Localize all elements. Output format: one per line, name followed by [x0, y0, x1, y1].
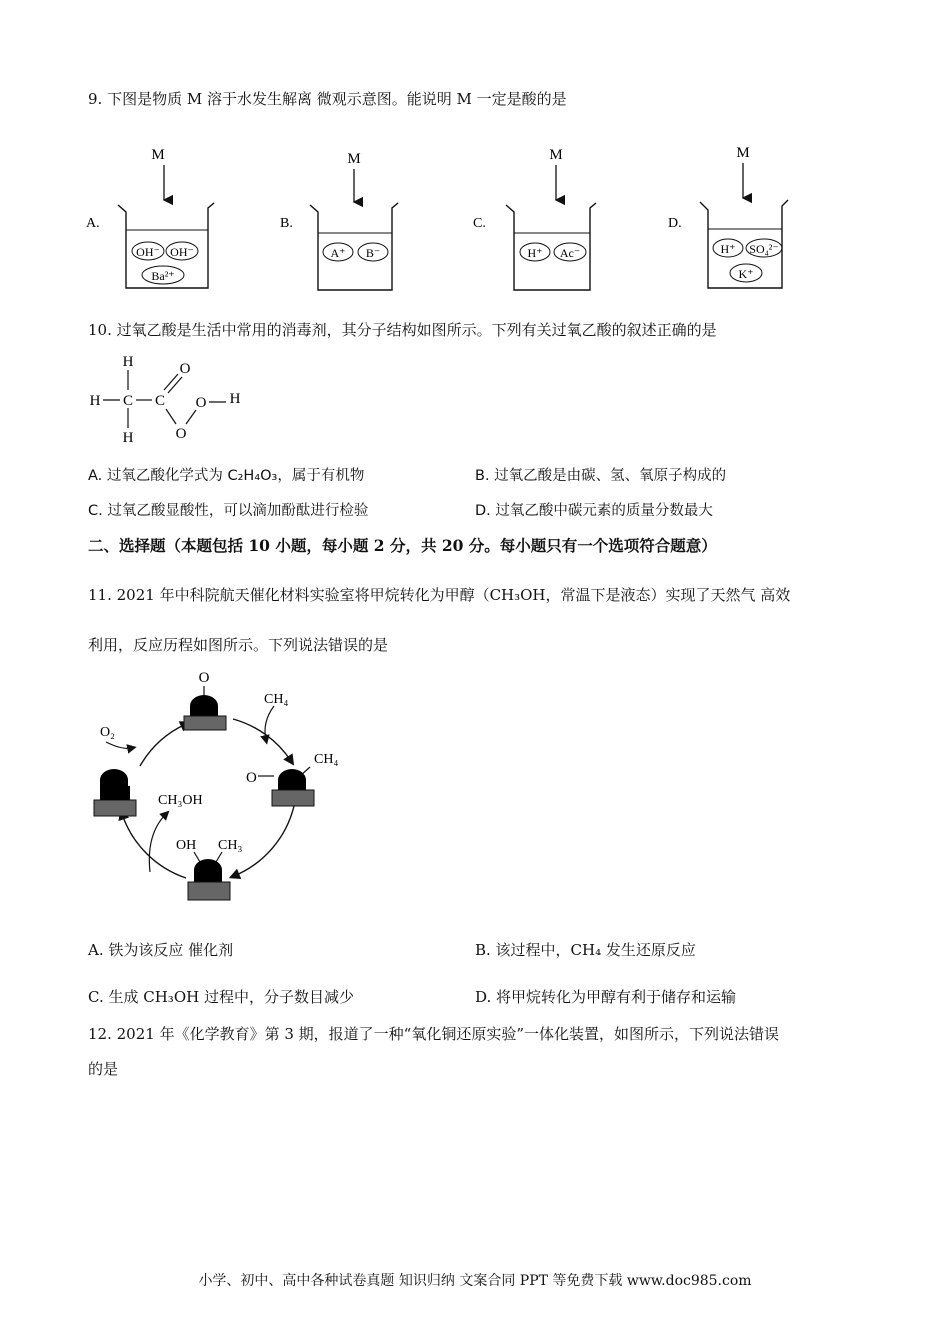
substance-m-label: M: [549, 147, 563, 163]
q11-option-c[interactable]: C. 生成 CH₃OH 过程中，分子数目减少: [88, 988, 354, 1006]
atom-o-carbonyl: O: [179, 361, 191, 377]
q9-stem: 9. 下图是物质 M 溶于水发生解离 微观示意图。能说明 M 一定是酸的是: [88, 90, 567, 108]
label-ch4-right: CH₄: [314, 752, 339, 767]
q10-stem: 10. 过氧乙酸是生活中常用的消毒剂，其分子结构如图所示。下列有关过氧乙酸的叙述正确的是: [88, 321, 717, 339]
atom-h-left: H: [89, 393, 101, 409]
label-ch4-in: CH₄: [264, 692, 289, 707]
substance-m-label: M: [151, 147, 165, 163]
q10-option-a[interactable]: A. 过氧乙酸化学式为 C₂H₄O₃，属于有机物: [88, 468, 365, 484]
option-d-beaker: [668, 145, 788, 288]
atom-c1: C: [122, 393, 134, 409]
option-a-beaker: [86, 147, 214, 288]
ion-b: B⁻: [365, 246, 381, 260]
ion-ba: Ba²⁺: [151, 269, 175, 283]
page-footer: 小学、初中、高中各种试卷真题 知识归纳 文案合同 PPT 等免费下载 www.doc985.com: [198, 1273, 752, 1289]
substance-m-label: M: [347, 151, 361, 167]
label-o-right: O: [246, 770, 257, 786]
label-ch3-bottom: CH₃: [218, 838, 243, 853]
ion-ac: Ac⁻: [559, 246, 581, 260]
q9-beaker-diagrams: [80, 140, 800, 300]
option-c-letter: C.: [473, 216, 486, 231]
atom-h-top: H: [122, 354, 134, 370]
ion-k: K⁺: [738, 267, 754, 281]
option-b-letter: B.: [280, 216, 293, 231]
label-ch3oh-out: CH₃OH: [158, 793, 203, 808]
ion-a: A⁺: [330, 246, 346, 260]
label-o-top: O: [198, 670, 210, 686]
atom-o-peroxy2: O: [195, 395, 207, 411]
q12-stem-line2: 的是: [88, 1060, 119, 1078]
q10-option-c[interactable]: C. 过氧乙酸显酸性，可以滴加酚酞进行检验: [88, 503, 369, 519]
q10-option-d[interactable]: D. 过氧乙酸中碳元素的质量分数最大: [475, 503, 713, 519]
substance-m-label: M: [736, 145, 750, 161]
q11-option-a[interactable]: A. 铁为该反应 催化剂: [88, 941, 234, 959]
label-oh-bottom: OH: [176, 838, 197, 853]
ion-oh-1: OH⁻: [136, 245, 160, 259]
reaction-cycle-diagram: [88, 664, 358, 909]
atom-h-right: H: [229, 391, 241, 407]
ion-so4: SO₄²⁻: [749, 242, 779, 256]
ion-h: H⁺: [720, 242, 736, 256]
q11-option-d[interactable]: D. 将甲烷转化为甲醇有利于储存和运输: [475, 988, 737, 1006]
atom-o-peroxy1: O: [175, 426, 187, 442]
q11-option-b[interactable]: B. 该过程中，CH₄ 发生还原反应: [475, 941, 696, 959]
q10-option-b[interactable]: B. 过氧乙酸是由碳、氢、氧原子构成的: [475, 468, 727, 484]
option-d-letter: D.: [668, 216, 682, 231]
atom-h-bottom: H: [122, 430, 134, 446]
ion-oh-2: OH⁻: [170, 245, 194, 259]
option-c-beaker: [473, 147, 596, 290]
label-o2-in: O₂: [100, 725, 115, 740]
option-a-letter: A.: [86, 216, 100, 231]
atom-c2: C: [154, 393, 166, 409]
option-b-beaker: [280, 151, 398, 290]
ion-h: H⁺: [527, 246, 543, 260]
q11-stem-line2: 利用，反应历程如图所示。下列说法错误的是: [88, 636, 389, 654]
peracetic-acid-structure: [84, 348, 264, 448]
section-heading: 二、选择题（本题包括 10 小题，每小题 2 分，共 20 分。每小题只有一个选项符合题意）: [88, 536, 717, 555]
q12-stem-line1: 12. 2021 年《化学教育》第 3 期，报道了一种“氧化铜还原实验”一体化装置，如图所示，下列说法错误: [88, 1025, 779, 1043]
q11-stem-line1: 11. 2021 年中科院航天催化材料实验室将甲烷转化为甲醇（CH₃OH，常温下是液态）实现了天然气 高效: [88, 586, 791, 604]
